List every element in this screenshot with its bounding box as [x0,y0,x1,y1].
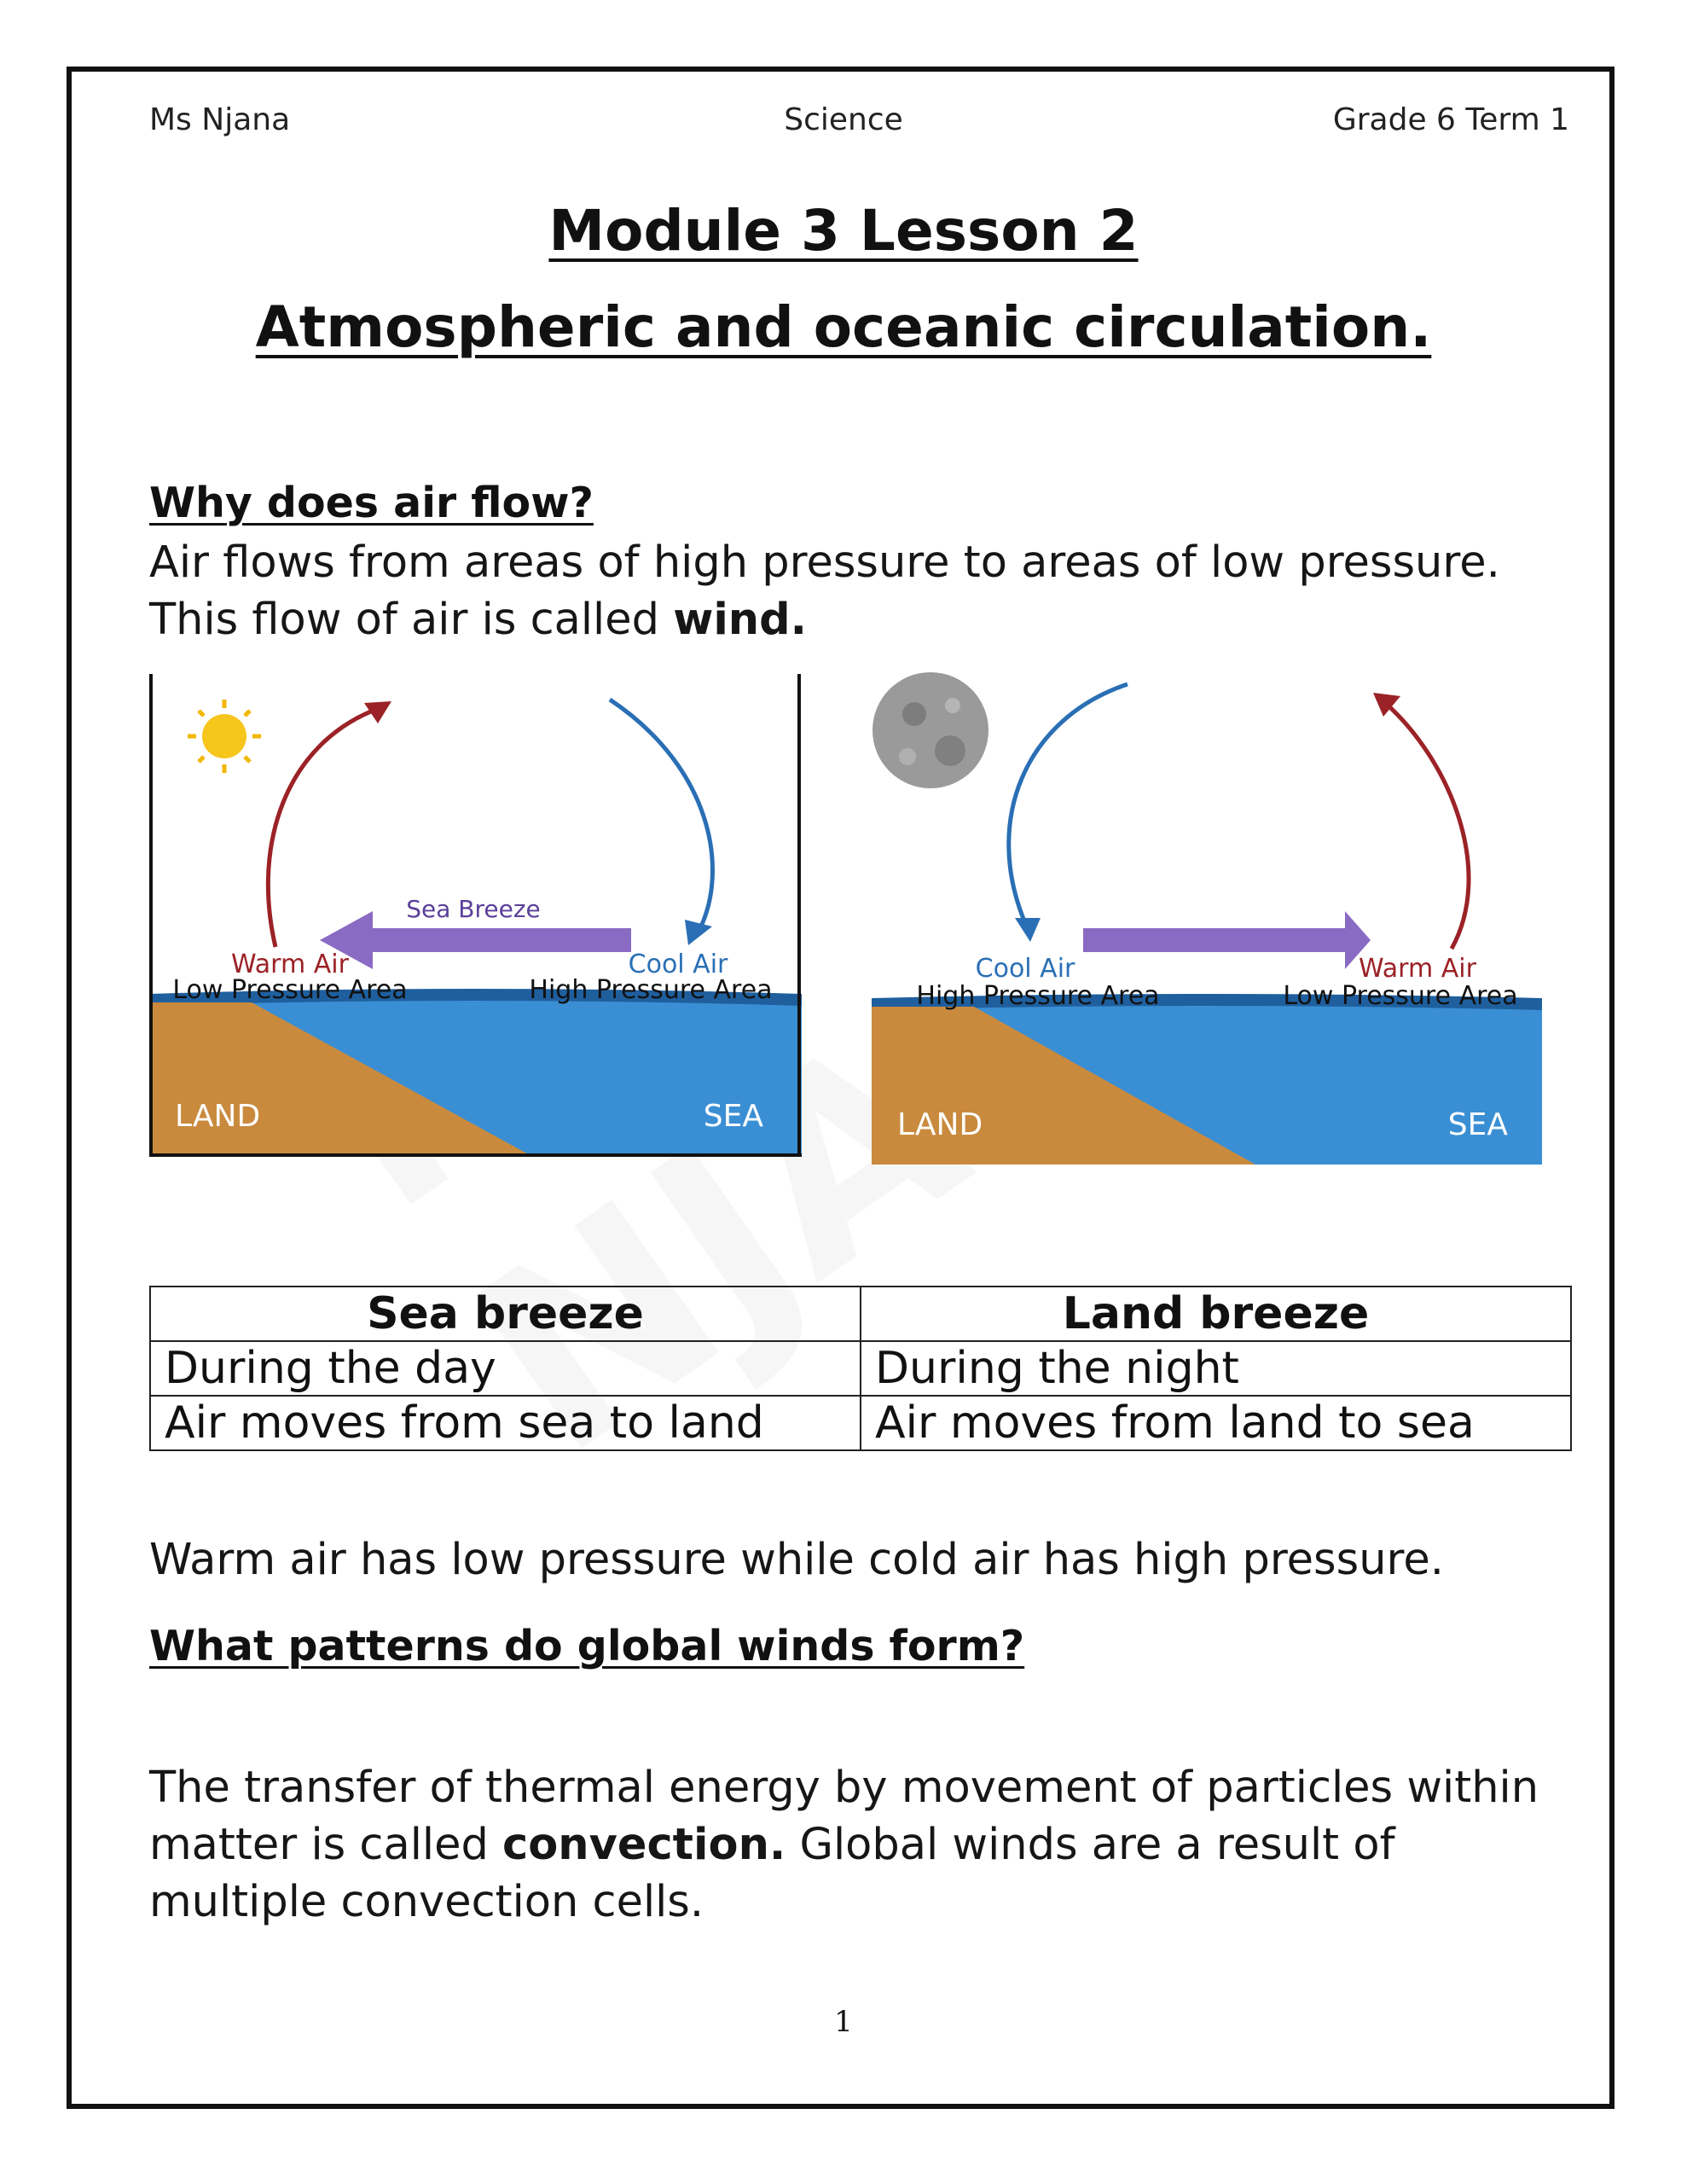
table-cell: During the day [150,1341,861,1396]
text-line: This flow of air is called wind. [149,595,807,645]
svg-text:Cool Air: Cool Air [628,950,728,979]
svg-text:Warm Air: Warm Air [1359,954,1476,984]
pressure-statement: Warm air has low pressure while cold air has high pressure. [149,1535,1444,1585]
section-heading-why-air-flows: Why does air flow? [149,479,594,527]
svg-text:High Pressure Area: High Pressure Area [529,975,773,1005]
table-row [150,1396,1571,1450]
column-header-land-breeze: Land breeze [861,1287,1571,1341]
section-heading-global-winds: What patterns do global winds form? [149,1622,1025,1670]
text-line: The transfer of thermal energy by movement of particles within [149,1763,1539,1813]
svg-text:Cool Air: Cool Air [975,954,1075,984]
paragraph-convection [149,1759,1539,1931]
header-subject: Science [784,102,903,137]
table-header-row [150,1287,1571,1341]
text-line: matter is called convection. Global winds are a result of [149,1820,1395,1870]
header-author: Ms Njana [149,102,291,137]
text-line: multiple convection cells. [149,1877,704,1927]
table-row [150,1341,1571,1396]
sea-breeze-label: Sea Breeze [406,895,541,923]
topic-title: Atmospheric and oceanic circulation. [255,294,1432,360]
table-cell: Air moves from sea to land [150,1396,861,1450]
header-grade: Grade 6 Term 1 [1332,102,1569,137]
svg-text:High Pressure Area: High Pressure Area [916,981,1160,1011]
land-breeze-diagram [872,667,1542,1165]
table-cell: During the night [861,1341,1571,1396]
page-number: 1 [834,2005,853,2039]
sea-breeze-diagram [149,674,802,1157]
module-title: Module 3 Lesson 2 [548,198,1139,264]
breeze-comparison-table [149,1286,1572,1451]
text-line: Air flows from areas of high pressure to areas of low pressure. [149,537,1500,588]
term-wind: wind. [673,595,807,645]
moon-icon [872,672,988,788]
table-cell: Air moves from land to sea [861,1396,1571,1450]
svg-text:Warm Air: Warm Air [231,950,349,979]
paragraph-air-flow [149,534,1500,648]
svg-text:LAND: LAND [897,1107,983,1142]
svg-text:Low Pressure Area: Low Pressure Area [172,975,408,1005]
svg-text:Low Pressure Area: Low Pressure Area [1283,981,1518,1011]
term-convection: convection. [502,1820,786,1870]
column-header-sea-breeze: Sea breeze [150,1287,861,1341]
svg-text:SEA: SEA [703,1099,763,1134]
svg-text:LAND: LAND [175,1099,261,1134]
svg-text:SEA: SEA [1447,1107,1508,1142]
